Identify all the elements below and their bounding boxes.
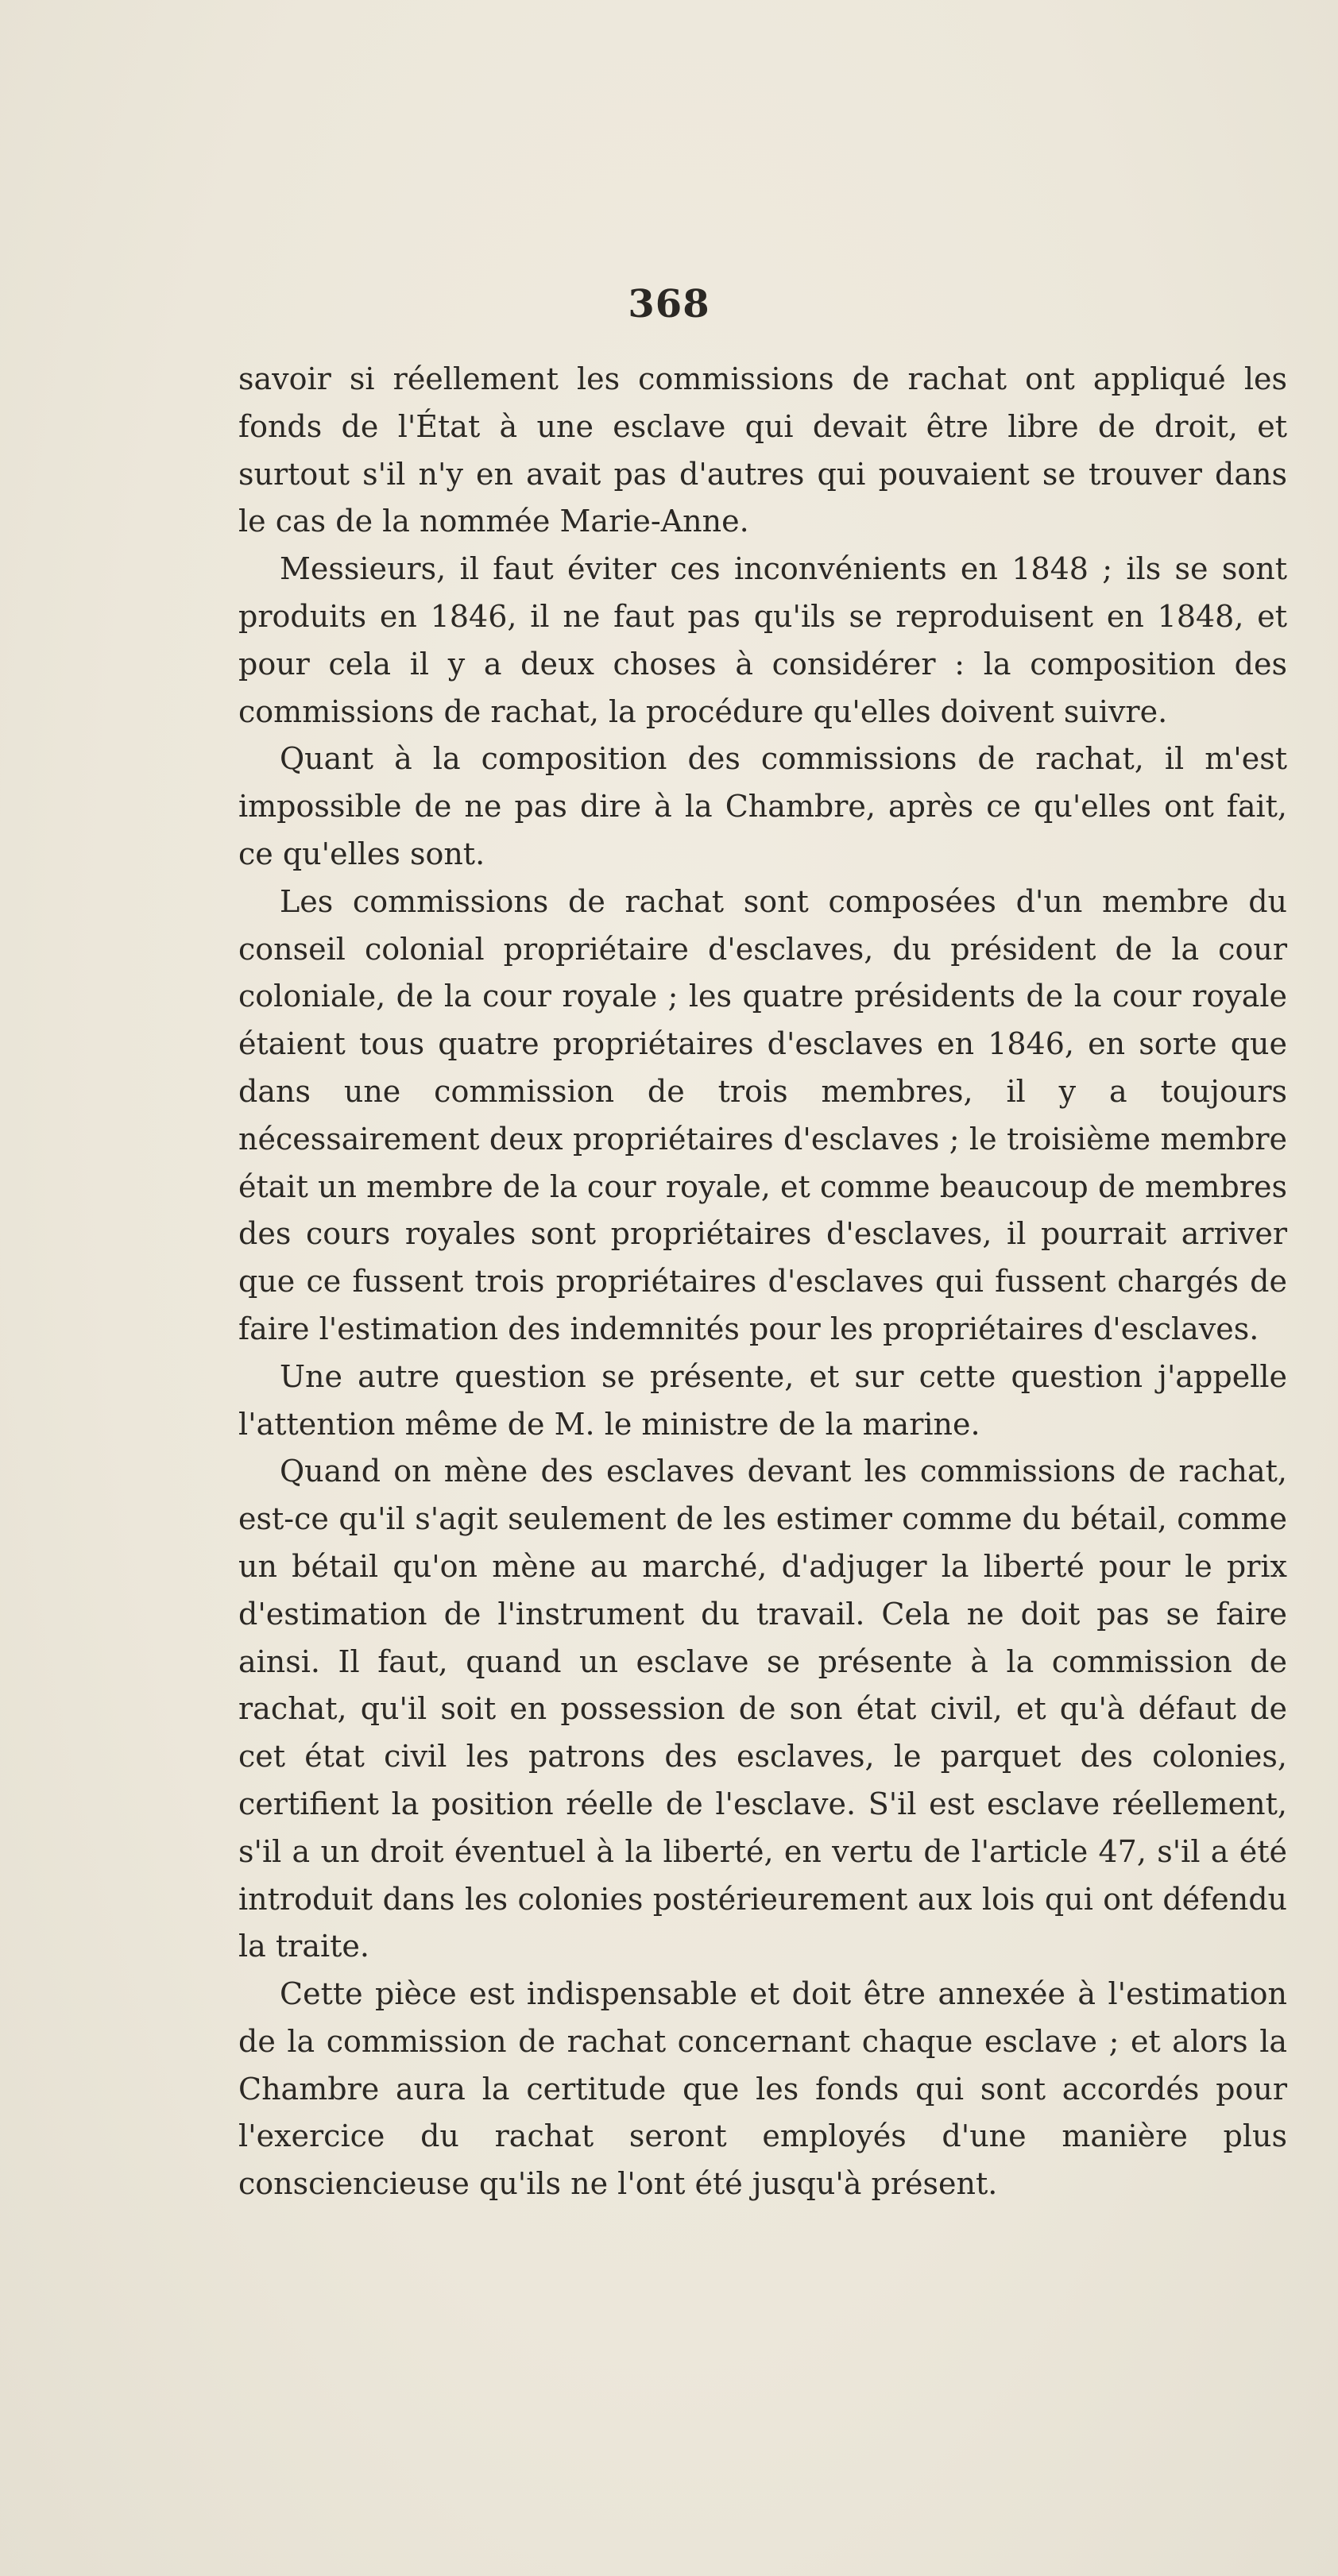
body-text (238, 356, 1287, 2208)
paragraph-7: Cette pièce est indispensable et doit être annexée à l'estimation de la commission de rachat concernant chaque esclave ; et alors la Chambre aura la certitude que les fonds qui sont accordés pour l'exercice du rachat seront employés d'une manière plus consciencieuse qu'ils ne l'ont été jusqu'à présent. (238, 1976, 1287, 2202)
page-number: 368 (628, 282, 710, 326)
paragraph-6: Quand on mène des esclaves devant les commissions de rachat, est-ce qu'il s'agit seulement de les estimer comme du bétail, comme un bétail qu'on mène au marché, d'adjuger la liberté pour le prix d'estimation de l'instrument du travail. Cela ne doit pas se faire ainsi. Il faut, quand un esclave se présente à la commission de rachat, qu'il soit en possession de son état civil, et qu'à défaut de cet état civil les patrons des esclaves, le parquet des colonies, certifient la position réelle de l'esclave. S'il est esclave réellement, s'il a un droit éventuel à la liberté, en vertu de l'article 47, s'il a été introduit dans les colonies postérieurement aux lois qui ont défendu la traite. (238, 1454, 1287, 1964)
paragraph-2: Messieurs, il faut éviter ces inconvénients en 1848 ; ils se sont produits en 1846, il ne faut pas qu'ils se reproduisent en 1848, et pour cela il y a deux choses à considérer : la composition des commissions de rachat, la procédure qu'elles doivent suivre. (238, 551, 1287, 729)
paragraph-1: savoir si réellement les commissions de rachat ont appliqué les fonds de l'État à une esclave qui devait être libre de droit, et surtout s'il n'y en avait pas d'autres qui pouvaient se trouver dans le cas de la nommée Marie-Anne. (238, 361, 1287, 539)
paragraph-4: Les commissions de rachat sont composées d'un membre du conseil colonial propriétaire d'esclaves, du président de la cour coloniale, de la cour royale ; les quatre présidents de la cour royale étaient tous quatre propriétaires d'esclaves en 1846, en sorte que dans une commission de trois membres, il y a toujours nécessairement deux propriétaires d'esclaves ; le troisième membre était un membre de la cour royale, et comme beaucoup de membres des cours royales sont propriétaires d'esclaves, il pourrait arriver que ce fussent trois propriétaires d'esclaves qui fussent chargés de faire l'estimation des indemnités pour les propriétaires d'esclaves. (238, 883, 1287, 1346)
paragraph-5: Une autre question se présente, et sur cette question j'appelle l'attention même de M. le ministre de la marine. (238, 1358, 1287, 1442)
paragraph-3: Quant à la composition des commissions de rachat, il m'est impossible de ne pas dire à la Chambre, après ce qu'elles ont fait, ce qu'elles sont. (238, 741, 1287, 871)
